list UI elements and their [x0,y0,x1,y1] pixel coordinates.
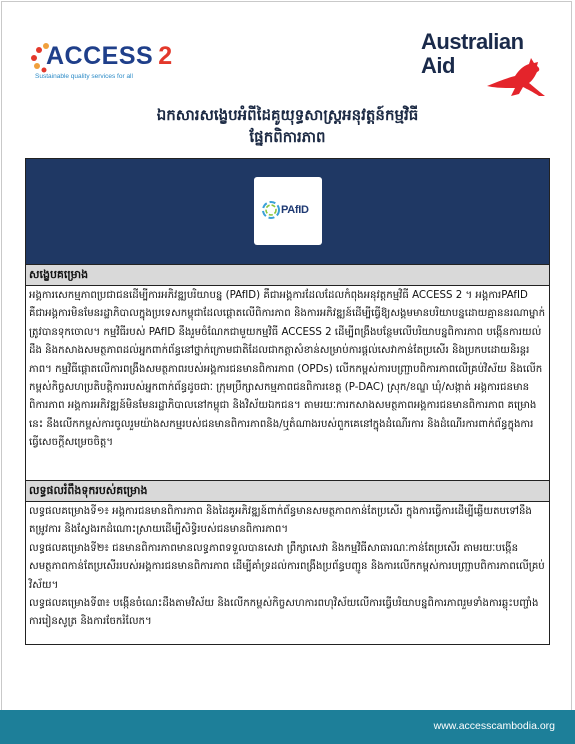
pafid-ring-icon [260,199,282,221]
summary-paragraph: អង្គការសេកម្មភាពប្រជាជនដើម្បីការអភិវឌ្ឍបរិយាបន្ន (PAfID) គឺជាអង្គការដែលដែលកំពុងអនុវត្តកម្មវិធី ACCESS 2 ។ អង្គការPAfID គឺជាអង្គការមិនមែនរដ្ឋាភិបាលក្នុងប្រទេសកម្ពុជាដែលផ្តោតលើពិការភាព និងការអភិវឌ្ឍន៍ដើម្បីធ្វើឱ្យសង្គមមានបរិយាបន្នដោយគ្មាននរណាម្នាក់ត្រូវបានទុកចោល។ កម្មវិធីរបស់ PAfID នឹងរួមចំណែកជាមួយកម្មវិធី ACCESS 2 ដើម្បីពង្រឹងបន្ថែមលើបរិយាបន្នពិការភាព បង្កើនការយល់ដឹង និងកសាងសមត្ថភាពដល់អ្នកពាក់ព័ន្ធនៅថ្នាក់ក្រោមជាតិដែលជាកត្តាសំខាន់សម្រាប់ការផ្តល់សេវាកាន់តែប្រសើរ និងប្រកបដោយនិរន្តរភាព។ កម្មវិធីផ្តោតលើការពង្រឹងសមត្ថភាពរបស់អង្គការជនមានពិការភាព (OPDs) លើកកម្ពស់ការបញ្ជ្រាបពិការភាពលើគ្រប់វិស័យ និងលើកកម្ពស់កិច្ចសហប្រតិបត្តិការរបស់អ្នកពាក់ព័ន្ធដូចជាៈ ក្រុមប្រឹក្សាសកម្មភាពជនពិការខេត្ត (P-DAC) ស្រុក/ខណ្ឌ ឃុំ/សង្កាត់ អង្គការជនមានពិការភាព អង្គការអភិវឌ្ឍន៍មិនមែនរដ្ឋាភិបាលនៅកម្ពុជា និងវិស័យឯកជន។ តាមរយៈការកសាងសមត្ថភាពអង្គការជនមានពិការភាព គម្រោងនេះ នឹងលើកកម្ពស់ការចូលរួមយ៉ាងសកម្មរបស់ជនមានពិការភាពនិង/ឬតំណាងរបស់ពួកគេនៅក្នុងដំណើរការ និងដំណើរការពាក់ព័ន្ធក្នុងការធ្វើសេចក្តីសម្រេចចិត្ត។ [29,290,546,449]
footer-website-link[interactable]: www.accesscambodia.org [433,720,555,732]
document-title-line2: ផ្នែកពិការភាព [249,128,326,146]
summary-table [25,158,550,645]
pafid-logo [254,177,322,245]
outcome-2-paragraph: លទ្ធផលគម្រោងទី២៖ ជនមានពិការភាពមានលទ្ធភាពទទួលបានសេវា ព្រឹក្សាសេវា និងកម្មវិធីសាធារណៈកាន់តែប្រសើរ តាមរយៈបង្កើនសមត្ថភាពកាន់តែប្រសើររបស់អង្គការជនមានពិការភាព ដើម្បីគាំទ្រដល់ការពង្រឹងប្រព័ន្ធបញ្ជូន និងការលើកកម្ពស់ការបញ្ជ្រាបពិការភាពលើគ្រប់វិស័យ។ [29,542,545,591]
access-tagline: Sustainable quality services for all [35,73,133,80]
pafid-wordmark: PAfID [281,204,309,216]
section-heading-summary: សង្ខេបគម្រោង [26,265,549,286]
access-wordmark: ACCESS 2 [46,42,173,70]
section-body-summary [26,286,549,481]
australian-aid-logo [421,30,551,100]
section-heading-outcomes: លទ្ធផលរំពឹងទុករបស់គម្រោង [26,481,549,502]
document-title-line1: ឯកសារសង្ខេបអំពីដៃគូយុទ្ធសាស្ត្រអនុវត្តន៍កម្មវិធី [156,106,419,124]
outcome-1-paragraph: លទ្ធផលគម្រោងទី១៖ អង្គការជនមានពិការភាព និងដៃគូអភិវឌ្ឍន៍ពាក់ព័ន្ធមានសមត្ថភាពកាន់តែប្រសើរ ក្នុងការធ្វើការដើម្បីឆ្លើយតបទៅនឹងតម្រូវការ និងស្វែងរកដំណោះស្រាយដើម្បីសិទ្ធិរបស់ជនមានពិការភាព។ [29,506,532,536]
access2-logo [30,40,173,95]
footer-bar [0,710,575,744]
section-body-outcomes [26,502,549,644]
australian-aid-wordmark: Australian Aid [421,29,524,78]
outcome-3-paragraph: លទ្ធផលគម្រោងទី៣៖ បង្កើនចំណេះដឹងតាមវិស័យ និងលើកកម្ពស់កិច្ចសហការពហុវិស័យលើការធ្វើបរិយាបន្នពិការភាពរួមទាំងការឆ្លុះបញ្ចាំង ការរៀនសូត្រ និងការចែករំលែក។ [29,598,539,628]
kangaroo-icon [485,56,549,100]
partner-banner [26,159,549,265]
